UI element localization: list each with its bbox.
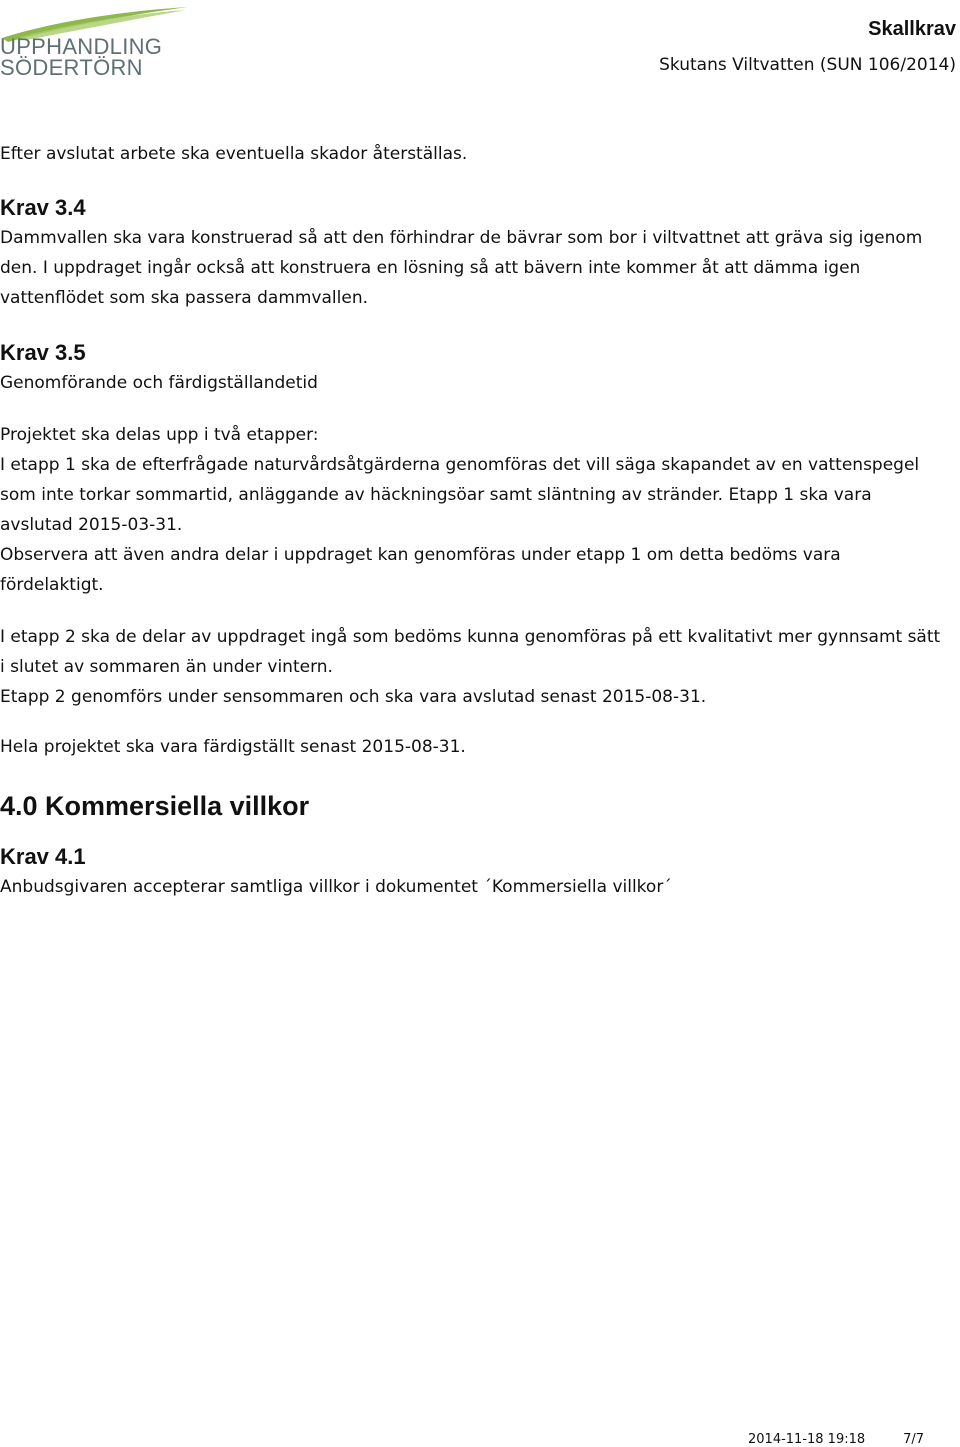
document-body [0,139,960,902]
observera-line: Observera att även andra delar i uppdraget kan genomföras under etapp 1 om detta bedöms vara [0,545,841,565]
krav-3-5-heading: Krav 3.5 [0,340,86,365]
krav-3-5-subtitle: Genomförande och färdigställandetid [0,373,318,393]
etapp-2-line: I etapp 2 ska de delar av uppdraget ingå som bedöms kunna genomföras på ett kvalitativt mer gynnsamt sätt [0,627,941,647]
etapp-1-line: som inte torkar sommartid, anläggande av häckningsöar samt släntning av stränder. Etapp 1 ska vara [0,485,872,505]
section-4-heading: 4.0 Kommersiella villkor [0,791,310,821]
logo-text-sodertorn: SÖDERTÖRN [0,55,143,80]
project-finish: Hela projektet ska vara färdigställt senast 2015-08-31. [0,737,466,757]
krav-3-4-heading: Krav 3.4 [0,195,86,220]
upphandling-sodertorn-logo [0,4,190,80]
krav-3-4-line: den. I uppdraget ingår också att konstruera en lösning så att bävern inte kommer åt att dämma igen [0,258,861,278]
footer-page-number: 7/7 [903,1432,924,1447]
etapp-1-line: avslutad 2015-03-31. [0,515,183,535]
etapp-2-line: i slutet av sommaren än under vintern. [0,657,333,677]
logo-text-upphandling: UPPHANDLING [0,34,163,59]
intro-paragraph: Efter avslutat arbete ska eventuella skador återställas. [0,144,468,164]
krav-4-1-text: Anbudsgivaren accepterar samtliga villkor i dokumentet ´Kommersiella villkor´ [0,877,672,897]
krav-3-4-line: vattenflödet som ska passera dammvallen. [0,288,368,308]
document-title: Skallkrav [868,18,956,40]
etapp-1-line: I etapp 1 ska de efterfrågade naturvårdsåtgärderna genomföras det vill säga skapandet av en vattenspegel [0,455,920,475]
footer-timestamp: 2014-11-18 19:18 [748,1432,866,1447]
observera-line: fördelaktigt. [0,575,104,595]
etapper-intro: Projektet ska delas upp i två etapper: [0,425,319,445]
etapp-2-finish: Etapp 2 genomförs under sensommaren och ska vara avslutad senast 2015-08-31. [0,687,707,707]
krav-4-1-heading: Krav 4.1 [0,844,86,869]
document-subtitle: Skutans Viltvatten (SUN 106/2014) [659,55,956,75]
krav-3-4-line: Dammvallen ska vara konstruerad så att den förhindrar de bävrar som bor i viltvattnet att gräva sig igenom [0,228,923,248]
